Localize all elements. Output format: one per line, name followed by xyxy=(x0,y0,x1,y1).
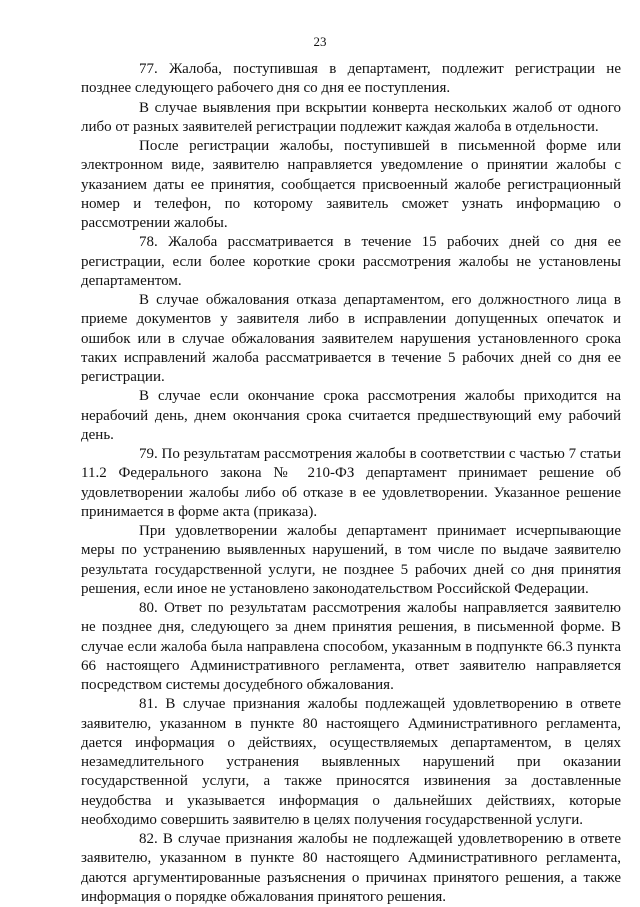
paragraph-77: 77. Жалоба, поступившая в департамент, подлежит регистрации не позднее следующего рабочего дня со дня ее поступления. xyxy=(81,61,621,97)
paragraph-78-non-working-day: В случае если окончание срока рассмотрения жалобы приходится на нерабочий день, днем окончания срока считается предшествующий ему рабочий день. xyxy=(81,388,621,443)
document-body xyxy=(81,60,621,907)
paragraph-79-satisfaction-measures: При удовлетворении жалобы департамент принимает исчерпывающие меры по устранению выявленных нарушений, в том числе по выдаче заявителю результата государственной услуги, не позднее 5 рабочих дней со дня принятия решения, если иное не установлено законодательством Российской Федерации. xyxy=(81,523,621,597)
paragraph-80: 80. Ответ по результатам рассмотрения жалобы направляется заявителю не позднее дня, следующего за днем принятия решения, в письменной форме. В случае если жалоба была направлена способом, указанным в подпункте 66.3 пункта 66 настоящего Административного регламента, ответ заявителю направляется посредством системы досудебного обжалования. xyxy=(81,600,621,693)
paragraph-79: 79. По результатам рассмотрения жалобы в соответствии с частью 7 статьи 11.2 Федерального закона № 210-ФЗ департамент принимает решение об удовлетворении жалобы либо об отказе в ее удовлетворении. Указанное решение принимается в форме акта (приказа). xyxy=(81,446,621,520)
paragraph-82: 82. В случае признания жалобы не подлежащей удовлетворению в ответе заявителю, указанном в пункте 80 настоящего Административного регламента, даются аргументированные разъяснения о причинах принятого решения, а также информация о порядке обжалования принятого решения. xyxy=(81,831,621,905)
page-number: 23 xyxy=(313,34,327,49)
paragraph-81: 81. В случае признания жалобы подлежащей удовлетворению в ответе заявителю, указанном в пункте 80 настоящего Административного регламента, дается информация о действиях, осуществляемых департаментом, в целях незамедлительного устранения выявленных нарушений при оказании государственной услуги, а также приносятся извинения за доставленные неудобства и указывается информация о дальнейших действиях, которые необходимо совершить заявителю в целях получения государственной услуги. xyxy=(81,696,621,828)
paragraph-78-refusal-appeal: В случае обжалования отказа департаментом, его должностного лица в приеме документов у заявителя либо в исправлении допущенных опечаток и ошибок или в случае обжалования заявителем нарушения установленного срока таких исправлений жалоба рассматривается в течение 5 рабочих дней со дня ее регистрации. xyxy=(81,292,621,385)
paragraph-77-multiple-complaints: В случае выявления при вскрытии конверта нескольких жалоб от одного либо от разных заявителей регистрации подлежит каждая жалоба в отдельности. xyxy=(81,99,621,135)
paragraph-77-registration-notice: После регистрации жалобы, поступившей в письменной форме или электронном виде, заявителю направляется уведомление о принятии жалобы с указанием даты ее принятия, сообщается присвоенный жалобе регистрационный номер и телефон, по которому заявитель сможет узнать информацию о рассмотрении жалобы. xyxy=(81,138,621,231)
paragraph-78: 78. Жалоба рассматривается в течение 15 рабочих дней со дня ее регистрации, если более короткие сроки рассмотрения жалобы не установлены департаментом. xyxy=(81,234,621,289)
